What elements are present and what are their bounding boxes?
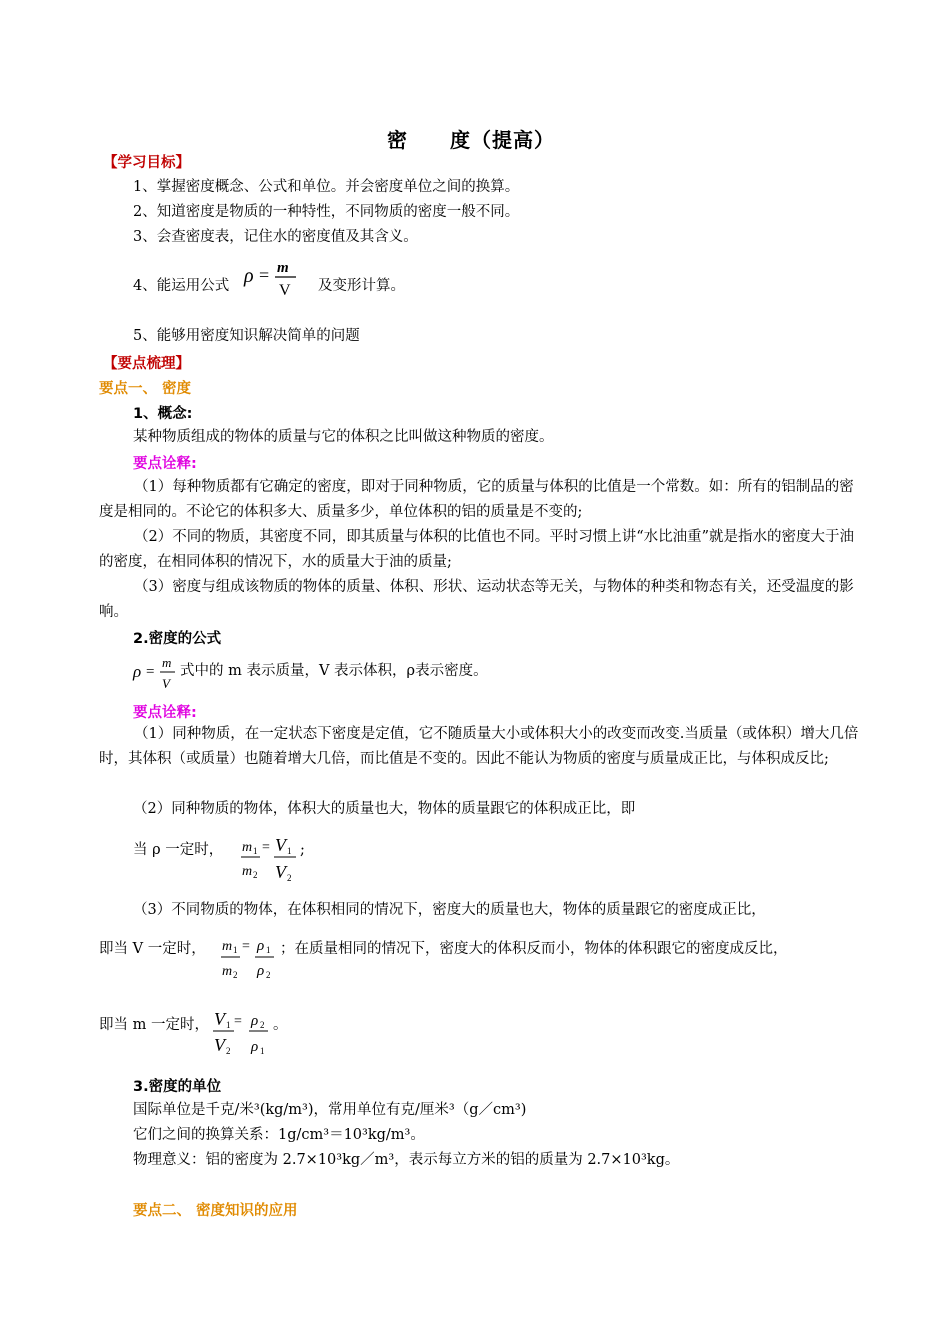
svg-text:ρ: ρ <box>257 963 265 979</box>
svg-text:1: 1 <box>266 945 271 955</box>
svg-text:V: V <box>275 835 286 855</box>
note-paragraph-3: （3）密度与组成该物质的物体的质量、体积、形状、运动状态等无关，与物体的种类和物态有关，还受温度的影响。 <box>99 579 854 620</box>
note-label-1: 要点诠释: <box>133 456 197 472</box>
formula-note-1: （1）同种物质，在一定状态下密度是定值，它不随质量大小或体积大小的改变而改变.当质量（或体积）增大几倍时，其体积（或质量）也随着增大几倍，而比值是不变的。因此不能认为物质的密度与质量成正比，与体积成反比; <box>99 726 859 767</box>
svg-text:m: m <box>242 840 253 855</box>
formula-note-3-prefix: 即当 V 一定时， <box>99 941 206 957</box>
svg-text:V: V <box>162 676 170 691</box>
formula-description: 式中的 m 表示质量，V 表示体积，ρ表示密度。 <box>180 663 488 679</box>
objective-item-2: 2、知道密度是物质的一种特性，不同物质的密度一般不同。 <box>133 204 520 220</box>
svg-text:1: 1 <box>226 1020 231 1030</box>
formula-note-3-middle: ；在质量相同的情况下，密度大的体积反而小，物体的体积跟它的密度成反比， <box>280 941 788 957</box>
objective-item-5: 5、能够用密度知识解决简单的问题 <box>133 328 360 344</box>
unit-line-2: 它们之间的换算关系：1g/cm³＝10³kg/m³。 <box>133 1127 425 1143</box>
page-title: 密 度（提高） <box>387 128 555 152</box>
objective-item-4-suffix: 及变形计算。 <box>318 278 405 294</box>
key-points-heading: 【要点梳理】 <box>103 356 190 372</box>
svg-text:=: = <box>234 1014 242 1029</box>
formula-note-3-suffix: 。 <box>273 1017 288 1033</box>
svg-text:V: V <box>275 862 286 882</box>
svg-text:ρ: ρ <box>244 265 254 287</box>
svg-text:m: m <box>222 939 233 954</box>
svg-text:ρ: ρ <box>251 1039 259 1055</box>
svg-text:2: 2 <box>260 1020 265 1030</box>
formula-note-2-prefix: 当 ρ 一定时， <box>133 842 224 858</box>
unit-line-3: 物理意义：铝的密度为 2.7×10³kg／m³，表示每立方米的铝的质量为 2.7×10³kg。 <box>133 1152 680 1168</box>
svg-text:2: 2 <box>253 870 258 880</box>
formula-note-2: （2）同种物质的物体，体积大的质量也大，物体的质量跟它的体积成正比，即 <box>133 801 636 817</box>
unit-title: 3.密度的单位 <box>133 1079 222 1095</box>
ratio-volume-density <box>212 1003 276 1059</box>
formula-note-2-suffix: ; <box>300 842 305 858</box>
svg-text:=: = <box>259 265 270 285</box>
point-1-title: 要点一、 密度 <box>99 381 192 397</box>
formula-title: 2.密度的公式 <box>133 631 222 647</box>
svg-text:2: 2 <box>233 970 238 980</box>
objective-item-4: 4、能运用公式 <box>133 278 230 294</box>
density-formula-main <box>243 254 299 300</box>
svg-text:ρ: ρ <box>251 1013 259 1029</box>
formula-note-3-prefix-2: 即当 m 一定时， <box>99 1017 209 1033</box>
point-2-title: 要点二、 密度知识的应用 <box>133 1203 298 1219</box>
svg-text:2: 2 <box>287 873 292 883</box>
unit-line-1: 国际单位是千克/米³(kg/m³)，常用单位有克/厘米³（g／cm³) <box>133 1102 527 1118</box>
svg-text:=: = <box>262 840 270 855</box>
objective-item-1: 1、掌握密度概念、公式和单位。并会密度单位之间的换算。 <box>133 179 520 195</box>
ratio-mass-density <box>220 930 282 986</box>
svg-text:m: m <box>222 964 233 979</box>
svg-text:V: V <box>214 1035 225 1055</box>
svg-text:V: V <box>214 1009 225 1029</box>
note-paragraph-1: （1）每种物质都有它确定的密度，即对于同种物质，它的质量与体积的比值是一个常数。如：所有的铝制品的密度是相同的。不论它的体积多大、质量多少，单位体积的铝的质量是不变的; <box>99 479 854 520</box>
note-paragraph-2: （2）不同的物质，其密度不同，即其质量与体积的比值也不同。平时习惯上讲“水比油重”就是指水的密度大于油的密度，在相同体积的情况下，水的质量大于油的质量; <box>99 529 855 570</box>
note-label-2: 要点诠释: <box>133 705 197 721</box>
svg-text:1: 1 <box>260 1046 265 1056</box>
svg-text:V: V <box>279 282 291 299</box>
svg-text:m: m <box>277 260 289 276</box>
concept-text: 某种物质组成的物体的质量与它的体积之比叫做这种物质的密度。 <box>133 429 554 445</box>
svg-text:=: = <box>242 939 250 954</box>
svg-text:m: m <box>242 864 253 879</box>
svg-text:1: 1 <box>253 846 258 856</box>
objective-item-3: 3、会查密度表，记住水的密度值及其含义。 <box>133 229 418 245</box>
svg-text:1: 1 <box>287 846 292 856</box>
objectives-heading: 【学习目标】 <box>103 155 190 171</box>
svg-text:2: 2 <box>226 1046 231 1056</box>
formula-note-3: （3）不同物质的物体，在体积相同的情况下，密度大的质量也大，物体的质量跟它的密度成正比， <box>133 902 766 918</box>
svg-text:m: m <box>162 655 172 670</box>
svg-text:=: = <box>146 664 155 680</box>
svg-text:2: 2 <box>266 970 271 980</box>
svg-text:1: 1 <box>233 945 238 955</box>
concept-title: 1、概念: <box>133 406 193 422</box>
density-formula <box>131 652 177 694</box>
svg-text:ρ: ρ <box>133 662 142 681</box>
ratio-mass-volume <box>240 829 302 885</box>
svg-text:ρ: ρ <box>257 938 265 954</box>
